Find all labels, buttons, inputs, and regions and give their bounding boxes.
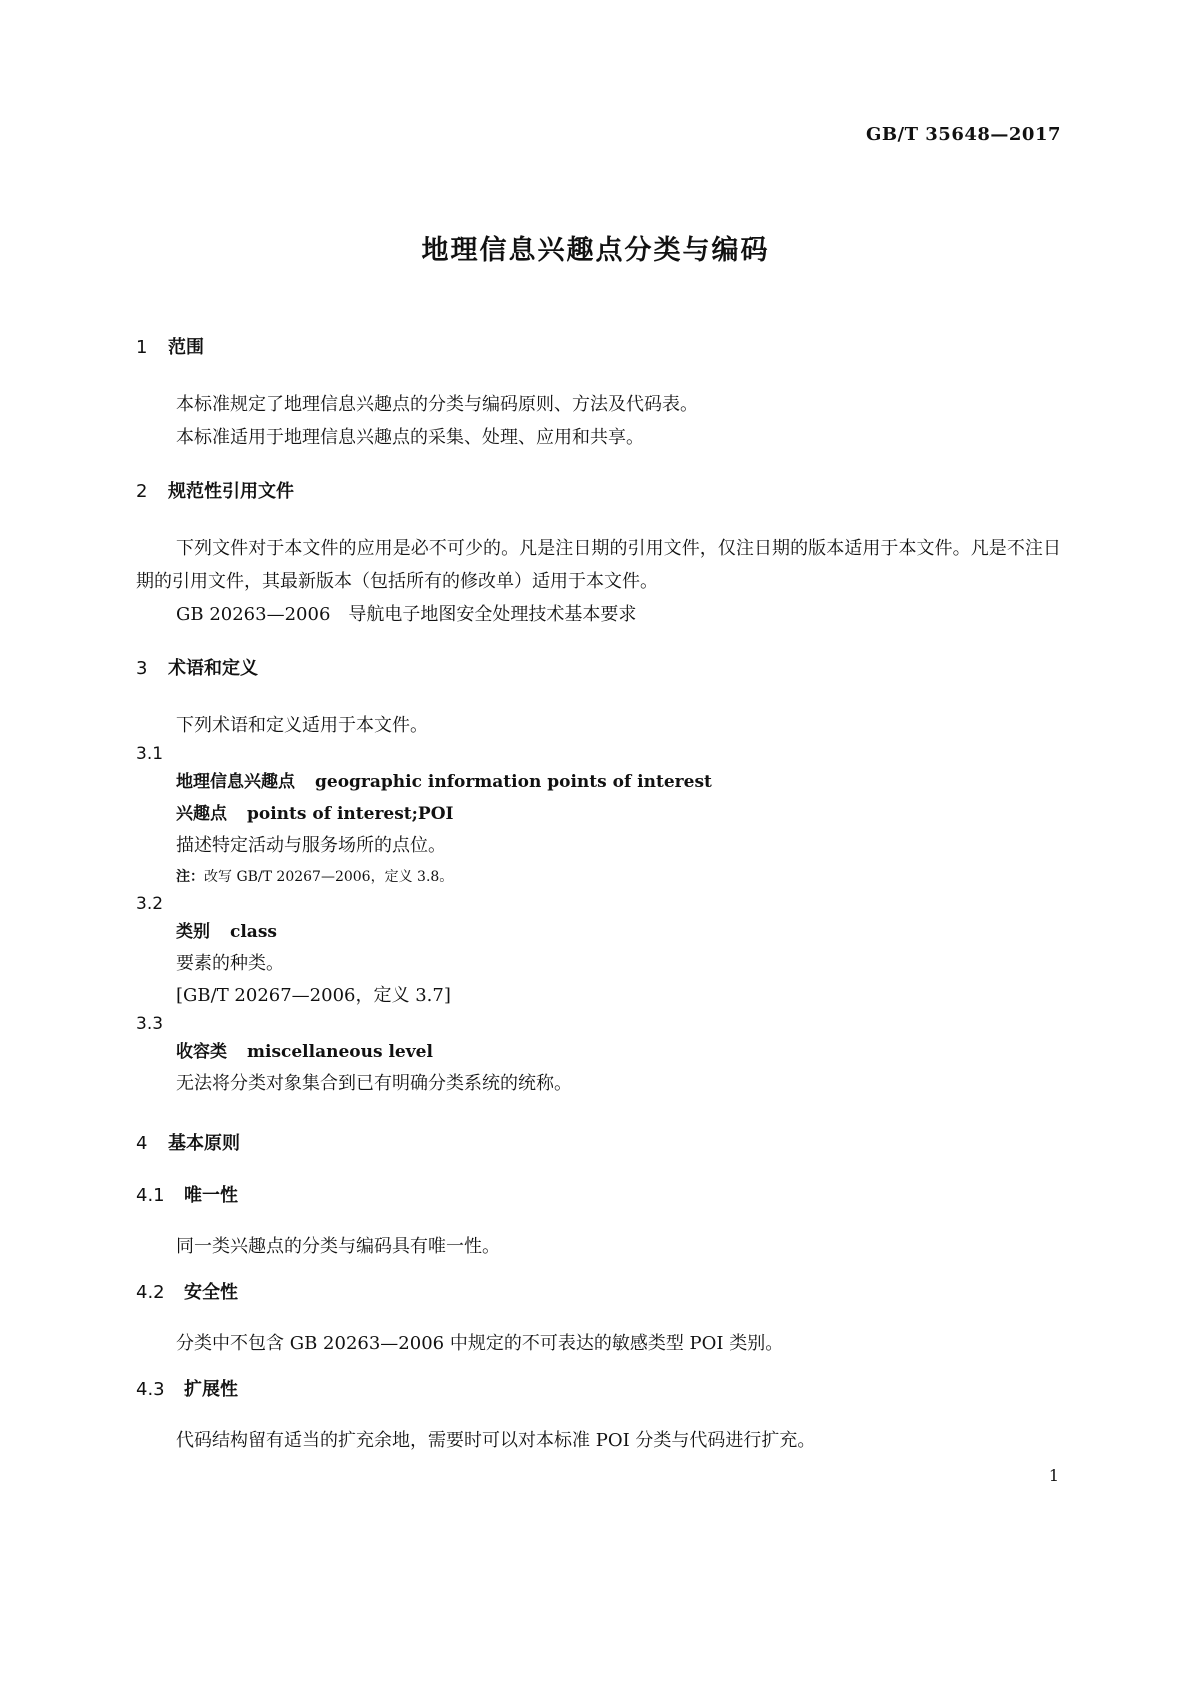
section-3-heading: 3 术语和定义 <box>136 658 258 679</box>
document-title: 地理信息兴趣点分类与编码 <box>421 235 770 266</box>
section-4-2-heading: 4.2 安全性 <box>136 1282 238 1303</box>
term-3-3-name: 收容类 miscellaneous level <box>176 1042 433 1062</box>
term-3-1-definition: 描述特定活动与服务场所的点位。 <box>176 835 446 856</box>
section-2-reference: GB 20263—2006 导航电子地图安全处理技术基本要求 <box>176 604 637 625</box>
document-body <box>136 336 1061 1457</box>
section-2-heading: 2 规范性引用文件 <box>136 481 294 502</box>
term-3-1-note: 注：改写 GB/T 20267—2006，定义 3.8。 <box>176 869 454 885</box>
section-4-3-para: 代码结构留有适当的扩充余地，需要时可以对本标准 POI 分类与代码进行扩充。 <box>176 1430 816 1451</box>
section-1-para-2: 本标准适用于地理信息兴趣点的采集、处理、应用和共享。 <box>176 427 644 448</box>
section-4-2-para: 分类中不包含 GB 20263—2006 中规定的不可表达的敏感类型 POI 类别。 <box>176 1333 784 1354</box>
section-4-3-heading: 4.3 扩展性 <box>136 1379 238 1400</box>
section-1-para-1: 本标准规定了地理信息兴趣点的分类与编码原则、方法及代码表。 <box>176 394 698 415</box>
term-3-3-number: 3.3 <box>136 1014 164 1034</box>
term-3-2-definition: 要素的种类。 <box>176 953 284 974</box>
page-number: 1 <box>1048 1466 1059 1485</box>
section-3-para-1: 下列术语和定义适用于本文件。 <box>176 715 428 736</box>
section-4-1-para: 同一类兴趣点的分类与编码具有唯一性。 <box>176 1236 500 1257</box>
section-2-para-1: 下列文件对于本文件的应用是必不可少的。凡是注日期的引用文件，仅注日期的版本适用于本文件。凡是不注日期的引用文件，其最新版本（包括所有的修改单）适用于本文件。 <box>136 538 1061 592</box>
section-1-heading: 1 范围 <box>136 337 204 358</box>
term-3-3-definition: 无法将分类对象集合到已有明确分类系统的统称。 <box>176 1073 572 1094</box>
term-3-1-name: 地理信息兴趣点 geographic information points of interest <box>176 772 712 792</box>
term-3-1-number: 3.1 <box>136 744 164 764</box>
term-3-2-number: 3.2 <box>136 894 164 914</box>
term-3-1-alt-name: 兴趣点 points of interest;POI <box>176 804 454 824</box>
term-3-2-name: 类别 class <box>176 922 277 942</box>
section-4-heading: 4 基本原则 <box>136 1133 240 1154</box>
section-4-1-heading: 4.1 唯一性 <box>136 1185 238 1206</box>
term-3-2-source: [GB/T 20267—2006，定义 3.7] <box>176 985 451 1006</box>
document-number: GB/T 35648—2017 <box>865 124 1061 145</box>
